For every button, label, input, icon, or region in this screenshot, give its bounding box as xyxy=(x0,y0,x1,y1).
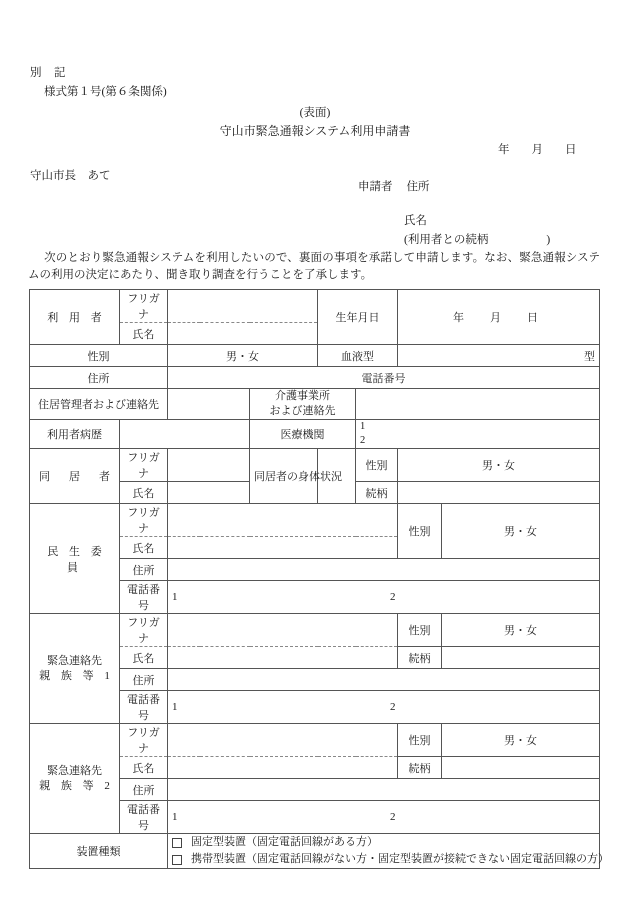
residence-manager-label: 住居管理者および連絡先 xyxy=(30,389,168,420)
cohabitant-name-label: 氏名 xyxy=(120,482,168,504)
consent-paragraph-text: 次のとおり緊急通報システムを利用したいので、裏面の事項を承諾して申請します。なお、緊急通報システムの利用の決定にあたり、聞き取り調査を行うことを了承します。 xyxy=(28,252,600,281)
care-office-label-line1: 介護事業所 xyxy=(275,390,330,402)
emergency2-gender-label: 性別 xyxy=(398,724,442,757)
table-row-emergency2-furigana xyxy=(30,724,600,757)
emergency1-phone-index-2: 2 xyxy=(390,701,396,713)
emergency1-phone-label: 電話番号 xyxy=(120,691,168,724)
device-type-options xyxy=(168,834,609,869)
emergency1-furigana-value[interactable] xyxy=(168,614,398,647)
care-office-value[interactable] xyxy=(356,389,600,420)
applicant-relation-close: ) xyxy=(546,234,551,246)
emergency2-label-line1: 緊急連絡先 xyxy=(47,764,102,777)
user-birthdate-value[interactable] xyxy=(398,290,600,345)
cohabitant-section-label: 同 居 者 xyxy=(30,449,120,504)
emergency2-address-value[interactable] xyxy=(168,779,600,801)
emergency1-address-value[interactable] xyxy=(168,669,600,691)
medical-institution-label: 医療機関 xyxy=(250,420,356,449)
welfare-phone-index-1: 1 xyxy=(172,591,178,603)
table-row-welfare-furigana xyxy=(30,504,600,537)
table-row-cohabitant-furigana xyxy=(30,449,600,482)
welfare-gender-label: 性別 xyxy=(398,504,442,559)
welfare-name-value[interactable] xyxy=(168,537,398,559)
emergency1-phone-index-1: 1 xyxy=(172,701,178,713)
user-bloodtype-label: 血液型 xyxy=(318,345,398,367)
emergency2-phone-index-1: 1 xyxy=(172,811,178,823)
welfare-phone-value[interactable] xyxy=(168,581,600,614)
user-gender-label: 性別 xyxy=(30,345,168,367)
cohabitant-gender-label: 性別 xyxy=(356,449,398,482)
user-birthdate-label: 生年月日 xyxy=(318,290,398,345)
applicant-address-label: 住所 xyxy=(406,181,430,193)
cohabitant-furigana-label: フリガナ xyxy=(120,449,168,482)
device-option-1-row[interactable] xyxy=(172,834,595,851)
welfare-address-value[interactable] xyxy=(168,559,600,581)
user-birth-year-label: 年 xyxy=(453,312,464,324)
user-address-label: 住所 xyxy=(30,367,168,389)
emergency2-phone-value[interactable] xyxy=(168,801,600,834)
user-section-label: 利 用 者 xyxy=(30,290,120,345)
cohabitant-relationship-value[interactable] xyxy=(398,482,600,504)
table-row-user-address xyxy=(30,367,600,389)
care-office-label-line2: および連絡先 xyxy=(269,405,336,417)
medical-institution-value[interactable] xyxy=(356,420,600,449)
welfare-name-label: 氏名 xyxy=(120,537,168,559)
emergency1-gender-label: 性別 xyxy=(398,614,442,647)
emergency2-phone-label: 電話番号 xyxy=(120,801,168,834)
date-day-label: 日 xyxy=(565,144,577,156)
emergency2-relationship-value[interactable] xyxy=(442,757,600,779)
emergency2-phone-index-2: 2 xyxy=(390,811,396,823)
emergency1-address-label: 住所 xyxy=(120,669,168,691)
emergency2-gender-options[interactable]: 男・女 xyxy=(442,724,600,757)
user-name-label: 氏名 xyxy=(120,323,168,345)
emergency1-name-value[interactable] xyxy=(168,647,398,669)
submission-date-line xyxy=(498,141,577,157)
device-option-1-label: 固定型装置（固定電話回線がある方） xyxy=(191,836,378,848)
table-row-user-gender xyxy=(30,345,600,367)
emergency2-furigana-value[interactable] xyxy=(168,724,398,757)
user-address-phone-cell[interactable]: 電話番号 xyxy=(168,367,600,389)
cohabitant-furigana-value[interactable] xyxy=(168,449,250,482)
table-row-medical-history xyxy=(30,420,600,449)
consent-paragraph xyxy=(28,250,600,284)
user-furigana-value[interactable] xyxy=(168,290,318,323)
welfare-phone-index-2: 2 xyxy=(390,591,396,603)
welfare-gender-options[interactable]: 男・女 xyxy=(442,504,600,559)
addressee-label: 守山市長 あて xyxy=(30,170,111,182)
user-name-value[interactable] xyxy=(168,323,318,345)
applicant-name-label: 氏名 xyxy=(404,215,427,227)
table-row-device-type xyxy=(30,834,600,869)
date-month-label: 月 xyxy=(531,144,543,156)
date-year-label: 年 xyxy=(498,144,510,156)
emergency1-phone-value[interactable] xyxy=(168,691,600,724)
emergency1-gender-options[interactable]: 男・女 xyxy=(442,614,600,647)
emergency2-furigana-label: フリガナ xyxy=(120,724,168,757)
applicant-address-line xyxy=(358,178,430,194)
emergency1-section-label xyxy=(30,614,120,724)
page-title: 守山市緊急通報システム利用申請書 xyxy=(219,124,411,138)
welfare-section-label: 民 生 委 員 xyxy=(30,504,120,614)
user-birth-day-label: 日 xyxy=(527,312,538,324)
emergency1-name-label: 氏名 xyxy=(120,647,168,669)
user-bloodtype-value[interactable]: 型 xyxy=(398,345,600,367)
emergency1-relationship-label: 続柄 xyxy=(398,647,442,669)
device-option-2-label: 携帯型装置（固定電話回線がない方・固定型装置が接続できない固定電話回線の方） xyxy=(191,853,609,865)
device-type-label: 装置種類 xyxy=(30,834,168,869)
form-number-label: 様式第１号(第６条関係) xyxy=(44,86,167,98)
welfare-furigana-value[interactable] xyxy=(168,504,398,537)
table-row-residence-manager xyxy=(30,389,600,420)
emergency1-label-line1: 緊急連絡先 xyxy=(47,654,102,667)
emergency1-label-line2: 親 族 等 1 xyxy=(39,669,114,682)
device-option-2-row[interactable] xyxy=(172,851,609,868)
emergency2-relationship-label: 続柄 xyxy=(398,757,442,779)
user-birth-month-label: 月 xyxy=(490,312,501,324)
user-gender-options[interactable]: 男・女 xyxy=(168,345,318,367)
medical-history-value[interactable] xyxy=(120,420,250,449)
applicant-relation-label: (利用者との続柄 xyxy=(404,234,489,246)
applicant-label: 申請者 xyxy=(358,181,393,193)
medical-item-1: 1 xyxy=(360,421,366,432)
emergency2-name-label: 氏名 xyxy=(120,757,168,779)
medical-item-2: 2 xyxy=(360,435,366,446)
application-table xyxy=(29,289,609,869)
welfare-address-label: 住所 xyxy=(120,559,168,581)
cohabitant-name-value[interactable] xyxy=(168,482,250,504)
cohabitant-relationship-label: 続柄 xyxy=(356,482,398,504)
table-row-user-furigana xyxy=(30,290,600,323)
checkbox-icon-fixed-device[interactable] xyxy=(172,838,182,848)
user-furigana-label: フリガナ xyxy=(120,290,168,323)
applicant-relation-line xyxy=(404,231,550,247)
emergency2-section-label xyxy=(30,724,120,834)
medical-history-label: 利用者病歴 xyxy=(30,420,120,449)
emergency1-relationship-value[interactable] xyxy=(442,647,600,669)
cohabitant-gender-options[interactable]: 男・女 xyxy=(398,449,600,482)
care-office-label xyxy=(250,389,356,420)
table-row-emergency1-furigana xyxy=(30,614,600,647)
cohabitant-condition-label: 同居者の身体状況 xyxy=(250,449,318,504)
welfare-phone-label: 電話番号 xyxy=(120,581,168,614)
emergency2-label-line2: 親 族 等 2 xyxy=(39,779,114,792)
emergency1-furigana-label: フリガナ xyxy=(120,614,168,647)
welfare-furigana-label: フリガナ xyxy=(120,504,168,537)
checkbox-icon-mobile-device[interactable] xyxy=(172,855,182,865)
residence-manager-value[interactable] xyxy=(168,389,250,420)
appendix-label: 別 記 xyxy=(30,67,66,79)
emergency2-name-value[interactable] xyxy=(168,757,398,779)
emergency2-address-label: 住所 xyxy=(120,779,168,801)
side-label: (表面) xyxy=(299,107,331,119)
